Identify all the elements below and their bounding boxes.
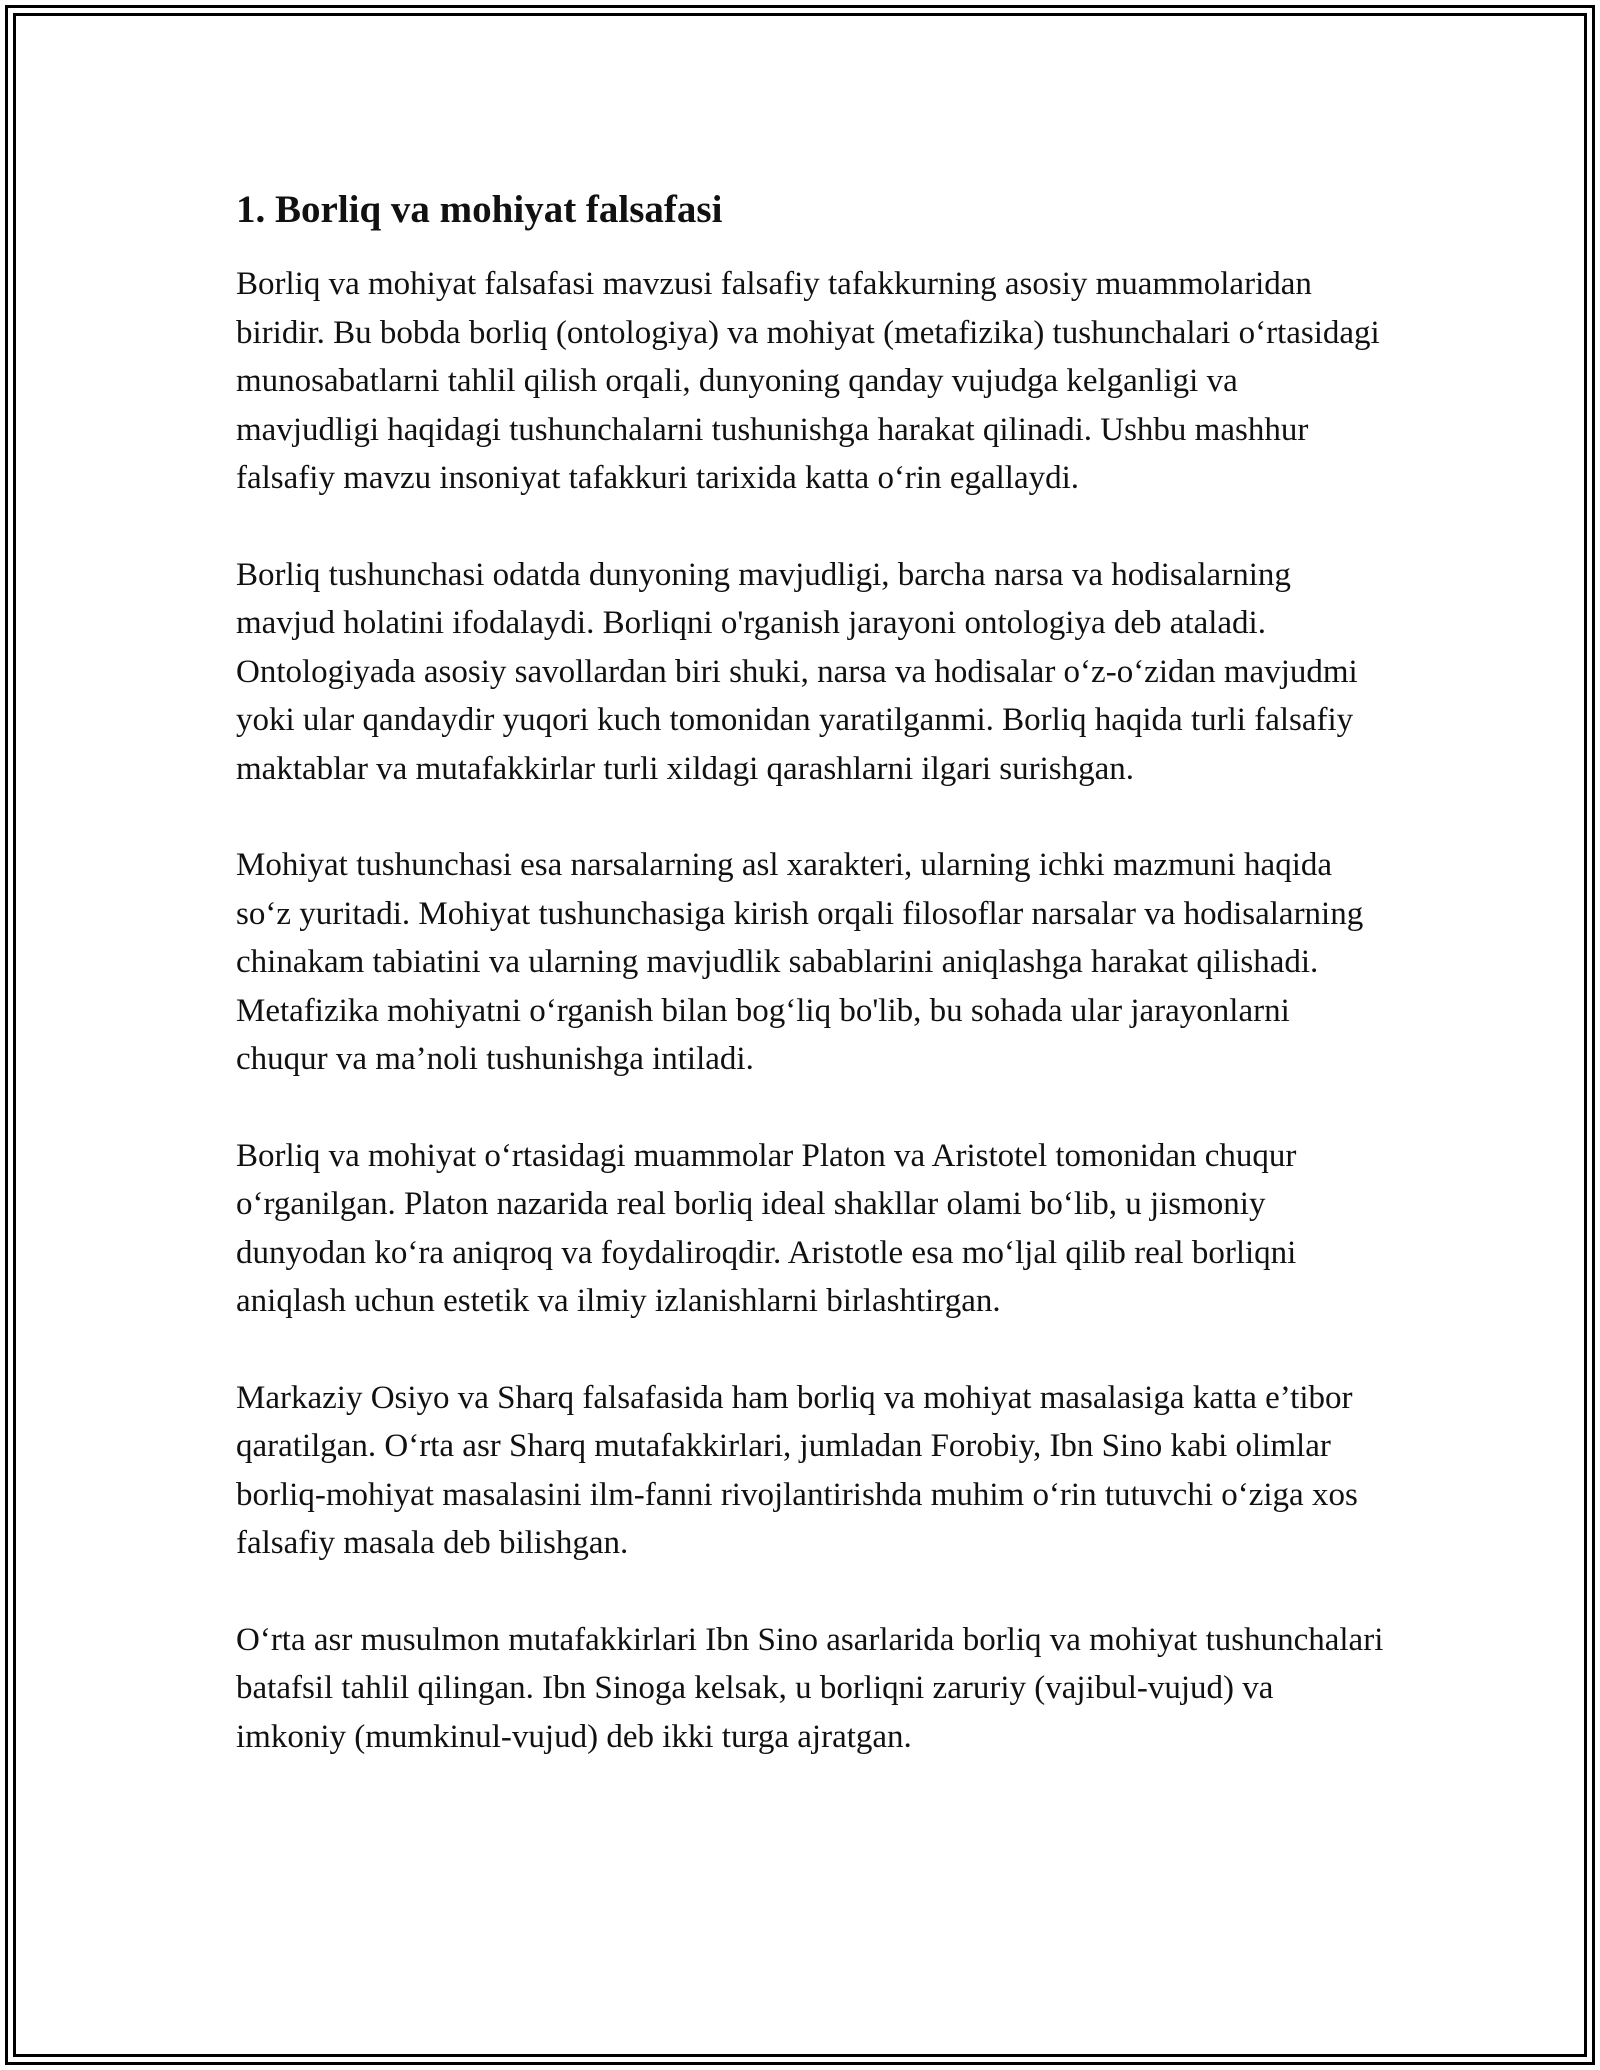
paragraph-sharq-falsafasi: Markaziy Osiyo va Sharq falsafasida ham borliq va mohiyat masalasiga katta e’tibor qaratilgan. Oʻrta asr Sharq mutafakkirlari, jumladan Forobiy, Ibn Sino kabi olimlar borliq-mohiyat masalasini ilm-fanni rivojlantirishda muhim oʻrin tutuvchi oʻziga xos falsafiy masala deb bilishgan. [236, 1379, 1358, 1561]
section-title: 1. Borliq va mohiyat falsafasi [236, 188, 723, 231]
paragraph-borliq-mohiyat-intro: Borliq va mohiyat falsafasi mavzusi falsafiy tafakkurning asosiy muammolaridan biridir. Bu bobda borliq (ontologiya) va mohiyat (metafizika) tushunchalari oʻrtasidagi munosabatlarni tahlil qilish orqali, dunyoning qanday vujudga kelganligi va mavjudligi haqidagi tushunchalarni tushunishga harakat qilinadi. Ushbu mashhur falsafiy mavzu insoniyat tafakkuri tarixida katta oʻrin egallaydi. [236, 266, 1380, 496]
paragraph-platon-aristotel: Borliq va mohiyat oʻrtasidagi muammolar Platon va Aristotel tomonidan chuqur oʻrganilgan. Platon nazarida real borliq ideal shakllar olami boʻlib, u jismoniy dunyodan koʻra aniqroq va foydaliroqdir. Aristotle esa moʻljal qilib real borliqni aniqlash uchun estetik va ilmiy izlanishlarni birlashtirgan. [236, 1137, 1297, 1319]
document-body [236, 186, 1386, 1809]
paragraph-mohiyat-metafizika: Mohiyat tushunchasi esa narsalarning asl xarakteri, ularning ichki mazmuni haqida soʻz yuritadi. Mohiyat tushunchasiga kirish orqali filosoflar narsalar va hodisalarning chinakam tabiatini va ularning mavjudlik sabablarini aniqlashga harakat qilishadi. Metafizika mohiyatni oʻrganish bilan bogʻliq bo'lib, bu sohada ular jarayonlarni chuqur va ma’noli tushunishga intiladi. [236, 847, 1364, 1077]
paragraph-borliq-ontologiya: Borliq tushunchasi odatda dunyoning mavjudligi, barcha narsa va hodisalarning mavjud holatini ifodalaydi. Borliqni o'rganish jarayoni ontologiya deb ataladi. Ontologiyada asosiy savollardan biri shuki, narsa va hodisalar oʻz-oʻzidan mavjudmi yoki ular qandaydir yuqori kuch tomonidan yaratilganmi. Borliq haqida turli falsafiy maktablar va mutafakkirlar turli xildagi qarashlarni ilgari surishgan. [236, 556, 1358, 787]
paragraph-ibn-sino: Oʻrta asr musulmon mutafakkirlari Ibn Sino asarlarida borliq va mohiyat tushunchalari batafsil tahlil qilingan. Ibn Sinoga kelsak, u borliqni zaruriy (vajibul-vujud) va imkoniy (mumkinul-vujud) deb ikki turga ajratgan. [236, 1621, 1384, 1755]
